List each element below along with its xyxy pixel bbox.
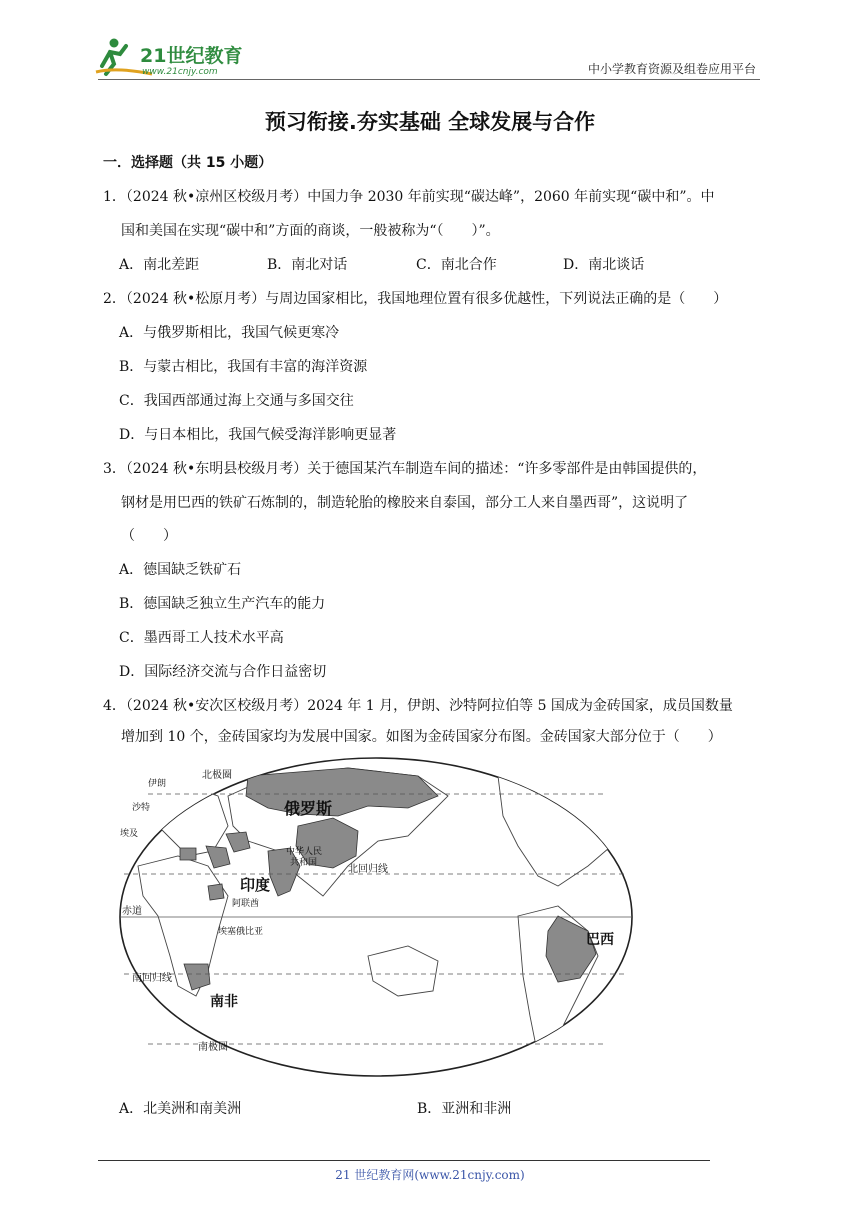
- header-platform-text: 中小学教育资源及组卷应用平台: [587, 62, 756, 76]
- option-b: B．德国缺乏独立生产汽车的能力: [119, 596, 326, 612]
- label-equator: 赤道: [122, 906, 142, 917]
- question-3-line-3: （ ）: [121, 528, 177, 544]
- option-c: C．我国西部通过海上交通与多国交往: [119, 393, 354, 409]
- label-tropic-capricorn: 南回归线: [132, 973, 172, 984]
- question-4-line-2: 增加到 10 个，金砖国家均为发展中国家。如图为金砖国家分布图。金砖国家大部分位于（ ）: [121, 729, 722, 745]
- option-b: B．与蒙古相比，我国有丰富的海洋资源: [119, 359, 368, 375]
- option-a: A．南北差距: [119, 257, 200, 273]
- option-b: B．南北对话: [267, 257, 348, 273]
- label-tropic-cancer: 北回归线: [348, 864, 388, 875]
- page-title: 预习衔接.夯实基础 全球发展与合作: [264, 110, 596, 134]
- label-russia: 俄罗斯: [284, 799, 333, 818]
- label-arctic-circle: 北极圈: [202, 770, 232, 781]
- question-1-line-2: 国和美国在实现“碳中和”方面的商谈，一般被称为“（ ）”。: [121, 223, 500, 239]
- brics-world-map: [118, 756, 634, 1078]
- option-a: A．与俄罗斯相比，我国气候更寒冷: [119, 325, 340, 341]
- label-uae: 阿联酋: [232, 899, 260, 909]
- question-1-line-1: 1．（2024 秋•凉州区校级月考）中国力争 2030 年前实现“碳达峰”，2060 年前实现“碳中和”。中: [103, 189, 715, 205]
- option-a: A．北美洲和南美洲: [119, 1101, 242, 1117]
- option-d: D．南北谈话: [563, 257, 645, 273]
- label-india: 印度: [240, 876, 271, 894]
- egypt-shape: [180, 848, 196, 860]
- label-ethiopia: 埃塞俄比亚: [218, 927, 264, 937]
- site-logo: [92, 36, 262, 80]
- option-a: A．德国缺乏铁矿石: [119, 562, 242, 578]
- label-brazil: 巴西: [586, 932, 614, 948]
- option-c: C．墨西哥工人技术水平高: [119, 630, 284, 646]
- logo-url-text: www.21cnjy.com: [142, 67, 218, 77]
- footer-site-text[interactable]: 21 世纪教育网(www.21cnjy.com): [335, 1168, 525, 1182]
- label-saudi: 沙特: [132, 803, 151, 813]
- label-iran: 伊朗: [148, 779, 167, 789]
- question-4-line-1: 4．（2024 秋•安次区校级月考）2024 年 1 月，伊朗、沙特阿拉伯等 5 国成为金砖国家，成员国数量: [103, 698, 733, 714]
- label-egypt: 埃及: [120, 829, 139, 839]
- footer-divider: [98, 1160, 710, 1161]
- question-3-line-1: 3．（2024 秋•东明县校级月考）关于德国某汽车制造车间的描述：“许多零部件是由韩国提供的，: [103, 461, 707, 477]
- label-china-2: 共和国: [290, 858, 318, 868]
- option-d: D．与日本相比，我国气候受海洋影响更显著: [119, 427, 397, 443]
- header-divider: [98, 79, 760, 80]
- label-antarctic-circle: 南极圈: [198, 1042, 228, 1053]
- ethiopia-shape: [208, 884, 224, 900]
- label-china-1: 中华人民: [286, 847, 323, 857]
- question-3-line-2: 钢材是用巴西的铁矿石炼制的，制造轮胎的橡胶来自泰国，部分工人来自墨西哥”，这说明了: [121, 495, 689, 511]
- section-heading: 一．选择题（共 15 小题）: [103, 155, 273, 171]
- question-2-line-1: 2．（2024 秋•松原月考）与周边国家相比，我国地理位置有很多优越性，下列说法正确的是（ ）: [103, 291, 728, 307]
- logo-main-text: 21世纪教育: [140, 45, 243, 67]
- option-c: C．南北合作: [416, 257, 497, 273]
- option-d: D．国际经济交流与合作日益密切: [119, 664, 327, 680]
- option-b: B．亚洲和非洲: [417, 1101, 512, 1117]
- label-south-africa: 南非: [210, 994, 238, 1010]
